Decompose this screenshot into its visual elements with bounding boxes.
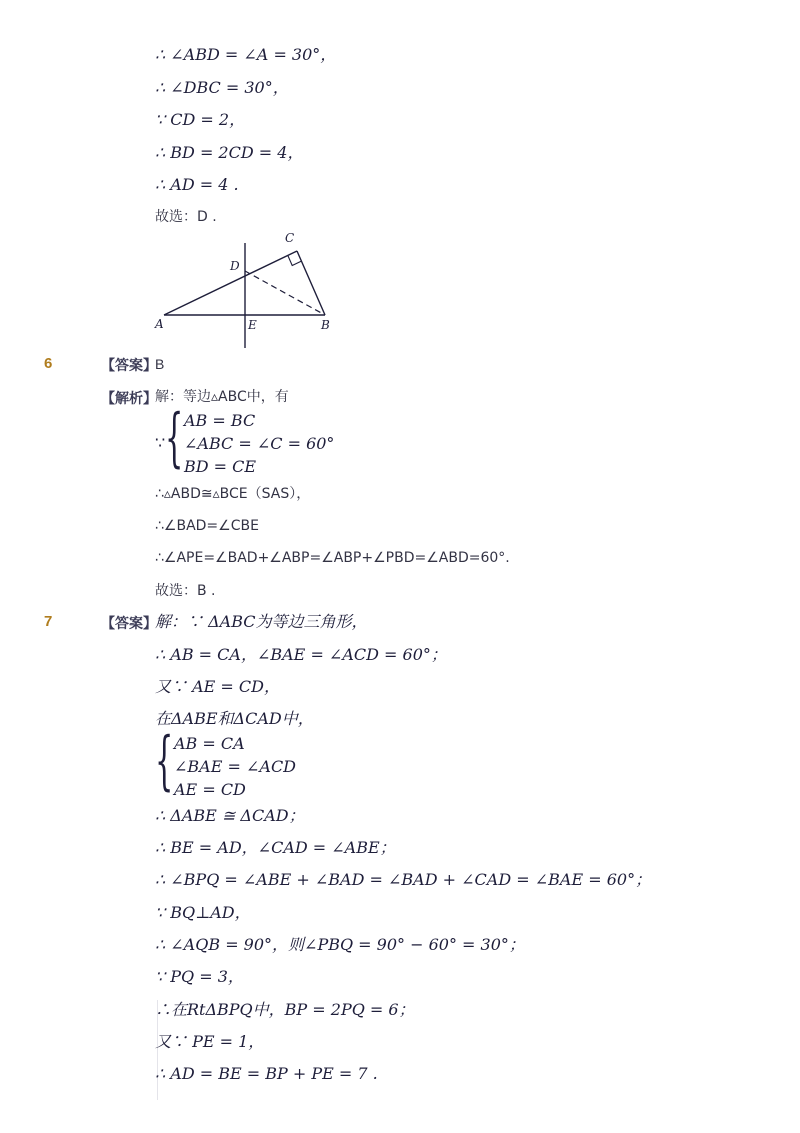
- system-line: ∠ABC = ∠C = 60°: [184, 434, 335, 453]
- question-number: 6: [44, 355, 53, 372]
- analysis-tag: 【解析】: [101, 391, 157, 407]
- answer-intro: 解：∵ ΔABC为等边三角形，: [155, 612, 368, 631]
- geometry-figure: [150, 228, 350, 353]
- answer-value: B: [155, 356, 165, 372]
- solution-line: ∴ ∠BPQ = ∠ABE + ∠BAD = ∠BAD + ∠CAD = ∠BAE = 60°；: [155, 870, 652, 889]
- label-E: E: [248, 318, 257, 332]
- system-line: AE = CD: [174, 780, 246, 799]
- system-line: AB = CA: [174, 734, 245, 753]
- solution-line: ∴▵ABD≅▵BCE（SAS），: [155, 486, 311, 502]
- solution-line: ∴ AB = CA，∠BAE = ∠ACD = 60°；: [155, 645, 447, 664]
- solution-line: 又∵ PE = 1，: [155, 1032, 265, 1051]
- left-brace: {: [165, 401, 184, 475]
- analysis-intro: 解：等边▵ABC中，有: [155, 389, 289, 405]
- question-number: 7: [44, 613, 53, 630]
- solution-line: 故选：B .: [155, 583, 216, 599]
- solution-line: ∴∠APE=∠BAD+∠ABP=∠ABP+∠PBD=∠ABD=60°.: [155, 550, 510, 566]
- left-brace: {: [155, 724, 174, 798]
- answer-tag: 【答案】: [101, 358, 157, 374]
- solution-line: 又∵ AE = CD，: [155, 677, 280, 696]
- segment-DB-dashed: [245, 271, 325, 315]
- solution-line: 在ΔABE和ΔCAD中，: [155, 709, 314, 728]
- solution-line: ∴ ΔABE ≅ ΔCAD；: [155, 806, 305, 825]
- label-D: D: [230, 259, 240, 273]
- because-symbol: ∵: [155, 433, 166, 452]
- solution-line: ∵ PQ = 3，: [155, 967, 244, 986]
- solution-line: ∴ BD = 2CD = 4，: [155, 143, 304, 162]
- solution-line: ∴ ∠DBC = 30°，: [155, 78, 289, 97]
- system-line: AB = BC: [184, 411, 256, 430]
- solution-line: ∴ AD = BE = BP + PE = 7 .: [155, 1064, 378, 1083]
- solution-line: ∴ ∠ABD = ∠A = 30°，: [155, 45, 337, 64]
- label-A: A: [155, 317, 164, 331]
- label-C: C: [285, 231, 295, 245]
- solution-line: ∴∠BAD=∠CBE: [155, 518, 259, 534]
- label-B: B: [321, 318, 330, 332]
- solution-line: ∴在RtΔBPQ中，BP = 2PQ = 6；: [155, 1000, 415, 1019]
- answer-tag: 【答案】: [101, 616, 157, 632]
- solution-line: ∵ BQ⊥AD，: [155, 903, 251, 922]
- solution-line: ∴ ∠AQB = 90°，则∠PBQ = 90° − 60° = 30°；: [155, 935, 525, 954]
- solution-line: ∵ CD = 2，: [155, 110, 246, 129]
- solution-line: ∴ BE = AD，∠CAD = ∠ABE；: [155, 838, 396, 857]
- segment-CB: [297, 251, 325, 315]
- system-line: BD = CE: [184, 457, 257, 476]
- system-line: ∠BAE = ∠ACD: [174, 757, 297, 776]
- solution-line: 故选：D .: [155, 209, 217, 225]
- solution-line: ∴ AD = 4 .: [155, 175, 239, 194]
